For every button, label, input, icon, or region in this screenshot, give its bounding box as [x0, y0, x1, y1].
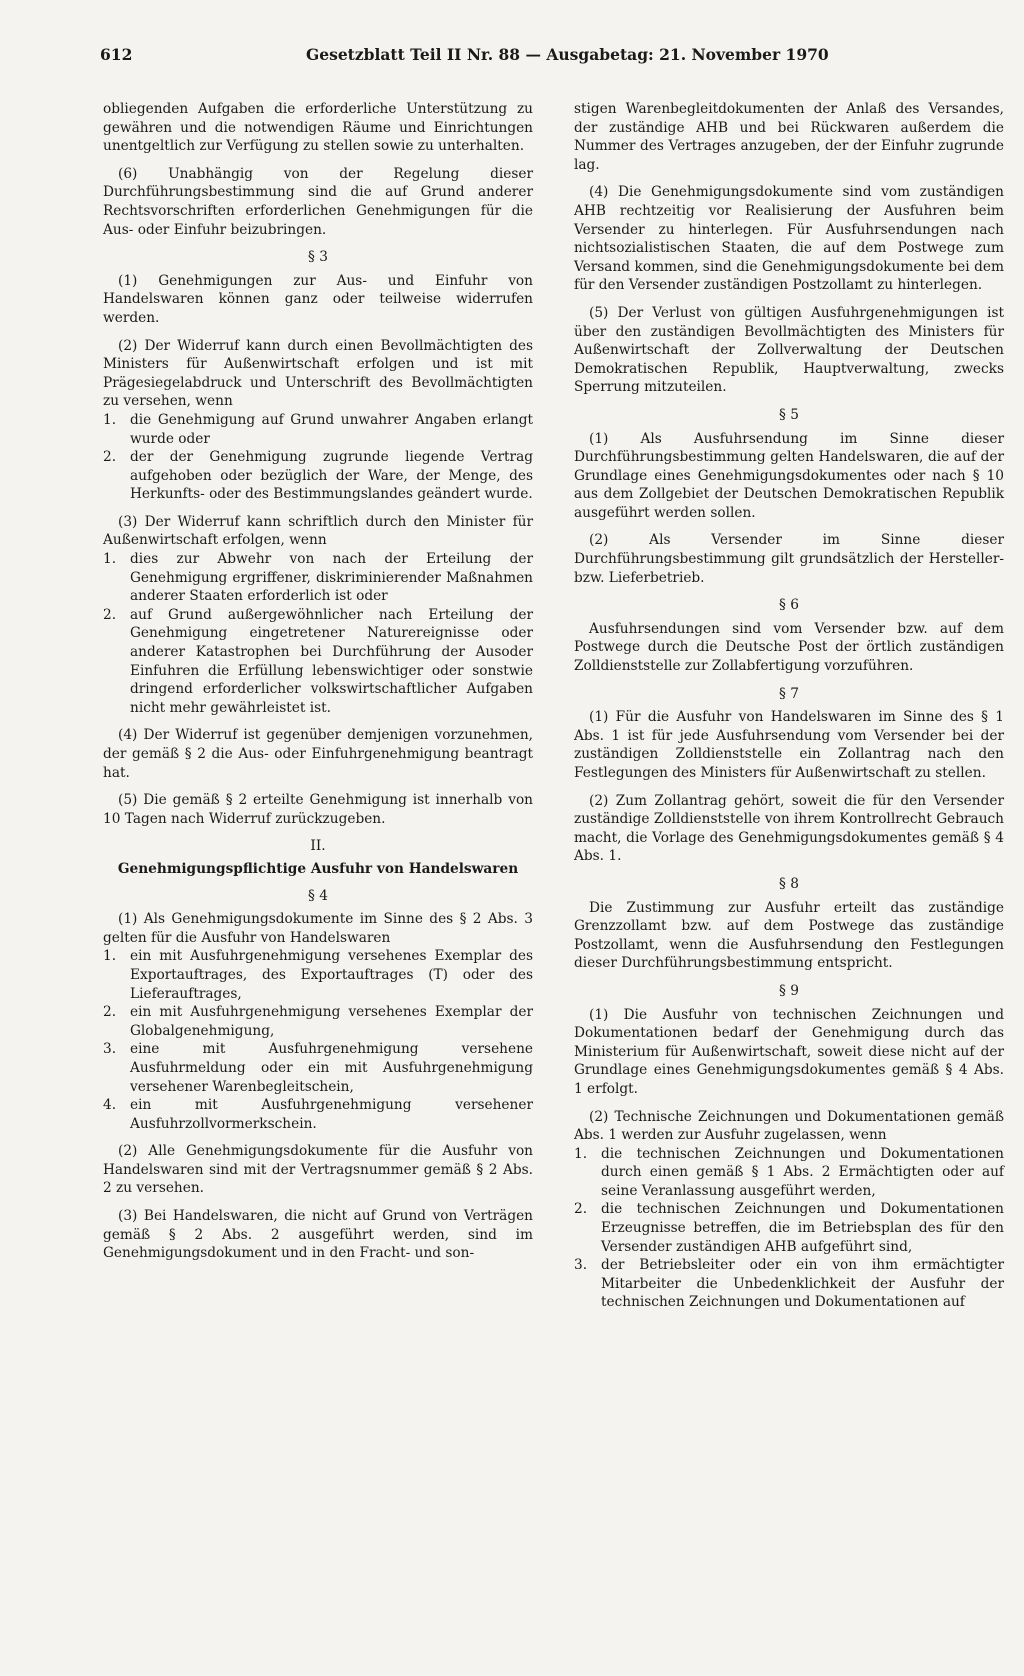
paragraph: (2) Alle Genehmigungsdokumente für die Ausfuhr von Handelswaren sind mit der Vertragsnummer gemäß § 2 Abs. 2 zu versehen.	[103, 1143, 533, 1197]
numbered-list	[103, 947, 533, 1133]
page-header	[100, 45, 930, 71]
numbered-list	[103, 550, 533, 717]
paragraph: (1) Genehmigungen zur Aus- und Einfuhr von Handelswaren können ganz oder teilweise widerrufen werden.	[103, 272, 533, 326]
paragraph-heading: § 5	[779, 406, 799, 423]
list-item: 2. der der Genehmigung zugrunde liegende Vertrag aufgehoben oder bezüglich der Ware, der Menge, des Herkunfts- oder des Bestimmungslandes geändert wurde.	[103, 449, 533, 503]
paragraph: (1) Als Ausfuhrsendung im Sinne dieser Durchführungsbestimmung gelten Handelswaren, die auf der Grundlage eines Genehmigungsdokumentes oder nach § 10 aus dem Zollgebiet der Deutschen Demokratischen Republik ausgeführt werden sollen.	[574, 430, 1004, 521]
list-item: 1. die technischen Zeichnungen und Dokumentationen durch einen gemäß § 1 Abs. 2 Ermächtigten oder auf seine Veranlassung ausgeführt werden,	[574, 1145, 1004, 1199]
right-column	[574, 100, 1004, 1321]
list-item: 1. ein mit Ausfuhrgenehmigung versehenes Exemplar des Exportauftrages, des Exportauftrages (T) oder des Lieferauftrages,	[103, 948, 533, 1002]
paragraph: (2) Zum Zollantrag gehört, soweit die für den Versender zuständige Zolldienststelle von ihrem Kontrollrecht Gebrauch macht, die Vorlage des Genehmigungsdokumentes gemäß § 4 Abs. 1.	[574, 792, 1004, 865]
paragraph-heading: § 9	[779, 982, 799, 999]
paragraph: (4) Die Genehmigungsdokumente sind vom zuständigen AHB rechtzeitig vor Realisierung der Ausfuhren beim Versender zu hinterlegen. Für Ausfuhrsendungen nach nichtsozialistischen Staaten, die auf dem Postwege zum Versand kommen, sind die Genehmigungsdokumente bei dem für den Versender zuständigen Postzollamt zu hinterlegen.	[574, 184, 1004, 294]
paragraph: (6) Unabhängig von der Regelung dieser Durchführungsbestimmung sind die auf Grund anderer Rechtsvorschriften erforderlichen Genehmigungen für die Aus- oder Einfuhr beizubringen.	[103, 165, 533, 238]
paragraph: (2) Technische Zeichnungen und Dokumentationen gemäß Abs. 1 werden zur Ausfuhr zugelassen, wenn	[574, 1108, 1004, 1144]
paragraph-heading: § 6	[779, 597, 799, 614]
paragraph: stigen Warenbegleitdokumenten der Anlaß des Versandes, der zuständige AHB und bei Rückwaren außerdem die Nummer des Vertrages anzugeben, der der Einfuhr zugrunde lag.	[574, 101, 1004, 173]
paragraph: (5) Die gemäß § 2 erteilte Genehmigung ist innerhalb von 10 Tagen nach Widerruf zurückzugeben.	[103, 792, 533, 827]
paragraph-heading: § 4	[308, 887, 328, 904]
page-number: 612	[100, 45, 133, 64]
list-item: 2. auf Grund außergewöhnlicher nach Erteilung der Genehmigung eingetretener Naturereignisse oder anderer Katastrophen bei Durchführung der Ausoder Einfuhren die Erfüllung lebenswichtiger oder sonstwie dringend erforderlicher volkswirtschaftlicher Aufgaben nicht mehr gewährleistet ist.	[103, 606, 533, 716]
paragraph-heading: § 3	[308, 249, 328, 266]
left-column	[103, 100, 533, 1272]
paragraph: (1) Für die Ausfuhr von Handelswaren im Sinne des § 1 Abs. 1 ist für jede Ausfuhrsendung vom Versender bei der zuständigen Zolldienststelle ein Zollantrag nach den Festlegungen des Ministers für Außenwirtschaft zu stellen.	[574, 709, 1004, 781]
paragraph: (2) Der Widerruf kann durch einen Bevollmächtigten des Ministers für Außenwirtschaft erfolgen und ist mit Prägesiegelabdruck und Unterschrift des Bevollmächtigten zu versehen, wenn	[103, 337, 533, 410]
section-number: II.	[310, 838, 326, 855]
paragraph: (3) Bei Handelswaren, die nicht auf Grund von Verträgen gemäß § 2 Abs. 2 ausgeführt werden, sind im Genehmigungsdokument und in den Fracht- und son-	[103, 1208, 533, 1262]
list-item: 1. die Genehmigung auf Grund unwahrer Angaben erlangt wurde oder	[103, 411, 533, 447]
list-item: 3. der Betriebsleiter oder ein von ihm ermächtigter Mitarbeiter die Unbedenklichkeit der Ausfuhr der technischen Zeichnungen und Dokumentationen auf	[574, 1257, 1004, 1311]
header-title: Gesetzblatt Teil II Nr. 88 — Ausgabetag: 21. November 1970	[306, 45, 829, 64]
paragraph: (1) Die Ausfuhr von technischen Zeichnungen und Dokumentationen bedarf der Genehmigung durch das Ministerium für Außenwirtschaft, soweit diese nicht auf der Grundlage eines Genehmigungsdokumentes gemäß § 4 Abs. 1 erfolgt.	[574, 1006, 1004, 1097]
list-item: 4. ein mit Ausfuhrgenehmigung versehener Ausfuhrzollvormerkschein.	[103, 1097, 533, 1132]
numbered-list	[574, 1145, 1004, 1312]
column-divider	[555, 96, 556, 1676]
paragraph: Die Zustimmung zur Ausfuhr erteilt das zuständige Grenzzollamt bzw. auf dem Postwege das zuständige Postzollamt, wenn die Ausfuhrsendung den Festlegungen dieser Durchführungsbestimmung entspricht.	[574, 899, 1004, 972]
paragraph: (1) Als Genehmigungsdokumente im Sinne des § 2 Abs. 3 gelten für die Ausfuhr von Handelswaren	[103, 911, 533, 946]
paragraph: Ausfuhrsendungen sind vom Versender bzw. auf dem Postwege durch die Deutsche Post der örtlich zuständigen Zolldienststelle zur Zollabfertigung vorzuführen.	[574, 620, 1004, 675]
paragraph: obliegenden Aufgaben die erforderliche Unterstützung zu gewähren und die notwendigen Räume und Einrichtungen unentgeltlich zur Verfügung zu stellen sowie zu unterhalten.	[103, 101, 533, 155]
paragraph: (2) Als Versender im Sinne dieser Durchführungsbestimmung gilt grundsätzlich der Hersteller- bzw. Lieferbetrieb.	[574, 532, 1004, 586]
list-item: 2. die technischen Zeichnungen und Dokumentationen Erzeugnisse betreffen, die im Betriebsplan des für den Versender zuständigen AHB aufgeführt sind,	[574, 1201, 1004, 1255]
paragraph: (5) Der Verlust von gültigen Ausfuhrgenehmigungen ist über den zuständigen Bevollmächtigten des Ministers für Außenwirtschaft der Zollverwaltung der Deutschen Demokratischen Republik, Hauptverwaltung, zwecks Sperrung mitzuteilen.	[574, 304, 1004, 396]
section-title: Genehmigungspflichtige Ausfuhr von Handelswaren	[117, 860, 519, 877]
paragraph: (3) Der Widerruf kann schriftlich durch den Minister für Außenwirtschaft erfolgen, wenn	[103, 513, 533, 549]
list-item: 1. dies zur Abwehr von nach der Erteilung der Genehmigung ergriffener, diskriminierender Maßnahmen anderer Staaten erforderlich ist oder	[103, 551, 533, 605]
paragraph: (4) Der Widerruf ist gegenüber demjenigen vorzunehmen, der gemäß § 2 die Aus- oder Einfuhrgenehmigung beantragt hat.	[103, 727, 533, 781]
list-item: 2. ein mit Ausfuhrgenehmigung versehenes Exemplar der Globalgenehmigung,	[103, 1004, 533, 1039]
numbered-list	[103, 411, 533, 504]
paragraph-heading: § 8	[779, 875, 799, 892]
paragraph-heading: § 7	[779, 685, 799, 702]
list-item: 3. eine mit Ausfuhrgenehmigung versehene Ausfuhrmeldung oder ein mit Ausfuhrgenehmigung versehener Warenbegleitschein,	[103, 1041, 533, 1095]
